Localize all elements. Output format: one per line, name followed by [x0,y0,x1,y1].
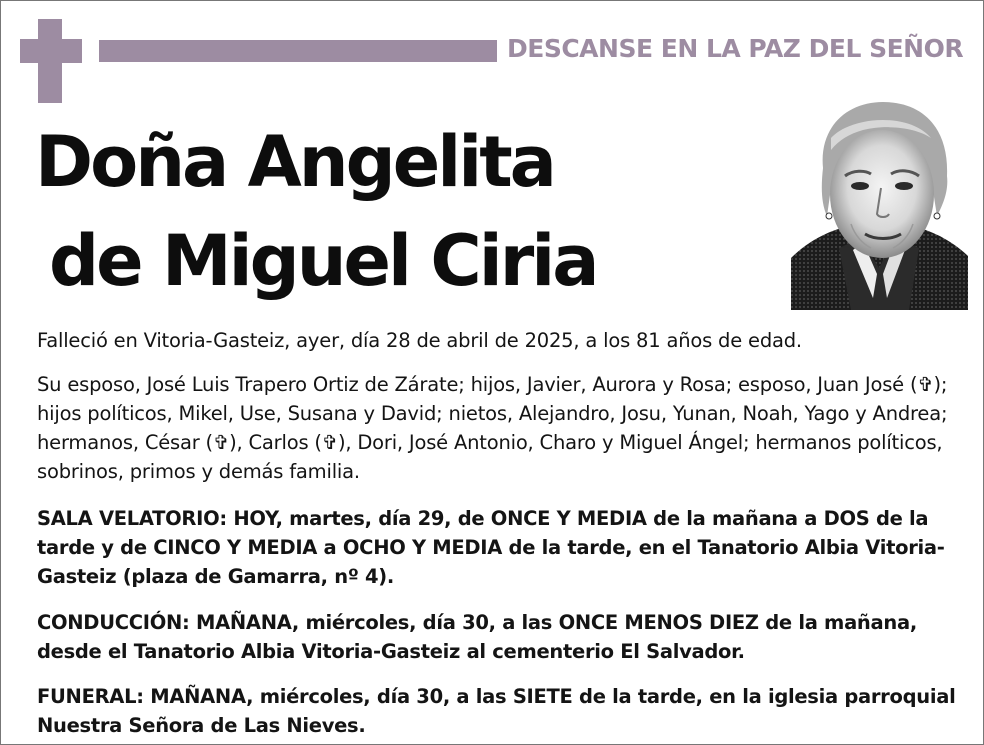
cross-icon-bar [20,39,82,63]
header-rule [99,40,497,62]
death-paragraph: Falleció en Vitoria-Gasteiz, ayer, día 28 de abril de 2025, a los 81 años de edad. [37,329,802,352]
family-paragraph: Su esposo, José Luis Trapero Ortiz de Zárate; hijos, Javier, Aurora y Rosa; esposo, Juan José (✞); hijos políticos, Mikel, Use, Susana y David; nietos, Alejandro, Josu, Yunan, Noah, Yago y Andrea; hermanos, César (✞), Carlos (✞), Dori, José Antonio, Charo y Miguel Ángel; hermanos políticos, sobrinos, primos y demás familia. [37,373,948,483]
sala-velatorio-paragraph: SALA VELATORIO: HOY, martes, día 29, de ONCE Y MEDIA de la mañana a DOS de la tarde y de CINCO Y MEDIA a OCHO Y MEDIA de la tarde, en el Tanatorio Albia Vitoria-Gasteiz (plaza de Gamarra, nº 4). [37,507,945,588]
portrait-photo [791,98,968,310]
deceased-name-line-1: Doña Angelita [35,121,554,203]
funeral-paragraph: FUNERAL: MAÑANA, miércoles, día 30, a las SIETE de la tarde, en la iglesia parroquial Nuestra Señora de Las Nieves. [37,685,956,737]
conduccion-paragraph: CONDUCCIÓN: MAÑANA, miércoles, día 30, a las ONCE MENOS DIEZ de la mañana, desde el Tanatorio Albia Vitoria-Gasteiz al cementerio El Salvador. [37,611,917,663]
deceased-name-line-2: de Miguel Ciria [49,220,597,302]
header-title: DESCANSE EN LA PAZ DEL SEÑOR [507,34,964,63]
